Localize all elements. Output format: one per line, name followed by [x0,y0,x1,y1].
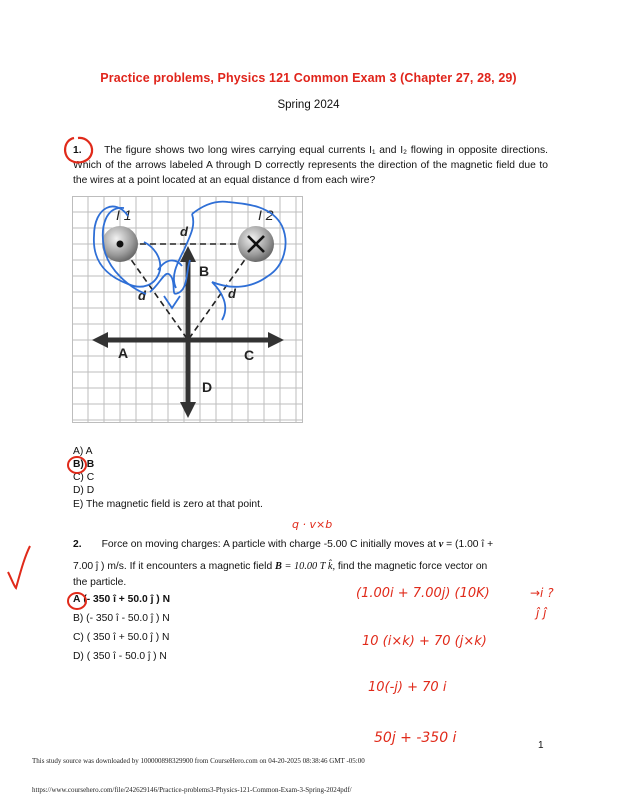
hw-work-line-4: 50j + -350 i [374,730,457,746]
question-2-line-2: 7.00 ĵ ) m/s. If it encounters a magnetic field B = 10.00 T k̂, find the magnetic force vector on [73,561,488,572]
q1-option-e[interactable]: E) The magnetic field is zero at that point. [73,499,263,510]
q2-option-a[interactable]: A (- 350 î + 50.0 ĵ ) N [73,594,171,605]
q2-option-d[interactable]: D) ( 350 î - 50.0 ĵ ) N [73,651,167,662]
q2-option-c[interactable]: C) ( 350 î + 50.0 ĵ ) N [73,632,170,643]
label-A: A [118,345,129,361]
label-i2: I 2 [258,207,274,223]
label-B: B [199,263,210,279]
label-d-right: d [228,286,236,301]
page-number: 1 [538,740,544,751]
label-D: D [202,379,213,395]
field-symbol: B [275,561,282,572]
velocity-symbol: v [438,539,444,550]
question-2-line-3: the particle. [73,577,127,588]
hw-work-side: →i ? [530,586,554,600]
wire-1-dot [117,241,124,248]
label-d-left: d [138,288,146,303]
annotation-circle-q2-answer [66,590,90,612]
q1-option-b[interactable]: B) B [73,459,95,470]
check-mark [6,544,32,592]
question-1 [73,143,548,188]
label-d-top: d [180,224,188,239]
footer-source-url[interactable]: https://www.coursehero.com/file/242629146/Practice-problems3-Physics-121-Common-Exam-3-Spring-2024pdf/ [32,786,352,794]
wires-figure [72,196,308,424]
q1-option-d[interactable]: D) D [73,485,95,496]
question-1-text: The figure shows two long wires carrying equal currents I₁ and I₂ flowing in opposite directions. Which of the arrows labeled A through D correctly represents the direction of the magnetic field due to the wires at a point located at an equal distance d from each wire? [73,145,548,186]
annotation-circle-q1-answer [66,454,90,476]
hw-force-formula: q · v×b [292,518,333,531]
question-2-number: 2. [73,539,82,550]
label-C: C [244,347,255,363]
label-i1: I 1 [116,207,132,223]
annotation-circle-q1 [60,132,100,168]
footer-download-note: This study source was downloaded by 100000898329900 from CourseHero.com on 04-20-2025 08:38:46 GMT -05:00 [32,757,365,765]
hw-work-line-3: 10(-j) + 70 i [368,680,447,695]
q1-option-a[interactable]: A) A [73,446,93,457]
q2-option-a-letter: A [73,594,81,605]
q1-option-c[interactable]: C) C [73,472,95,483]
term-subtitle: Spring 2024 [277,99,340,111]
question-2-line-1: 2. Force on moving charges: A particle with charge -5.00 C initially moves at v = (1.00 î + [73,539,494,550]
hw-work-side-2: ĵ ĵ [536,606,547,620]
hw-work-line-2: 10 (i×k) + 70 (j×k) [362,634,487,649]
q2-option-b[interactable]: B) (- 350 î - 50.0 ĵ ) N [73,613,170,624]
page-title: Practice problems, Physics 121 Common Exam 3 (Chapter 27, 28, 29) [100,71,517,85]
hw-work-line-1: (1.00i + 7.00j) (10K) [356,586,490,601]
question-1-number: 1. [73,145,82,156]
